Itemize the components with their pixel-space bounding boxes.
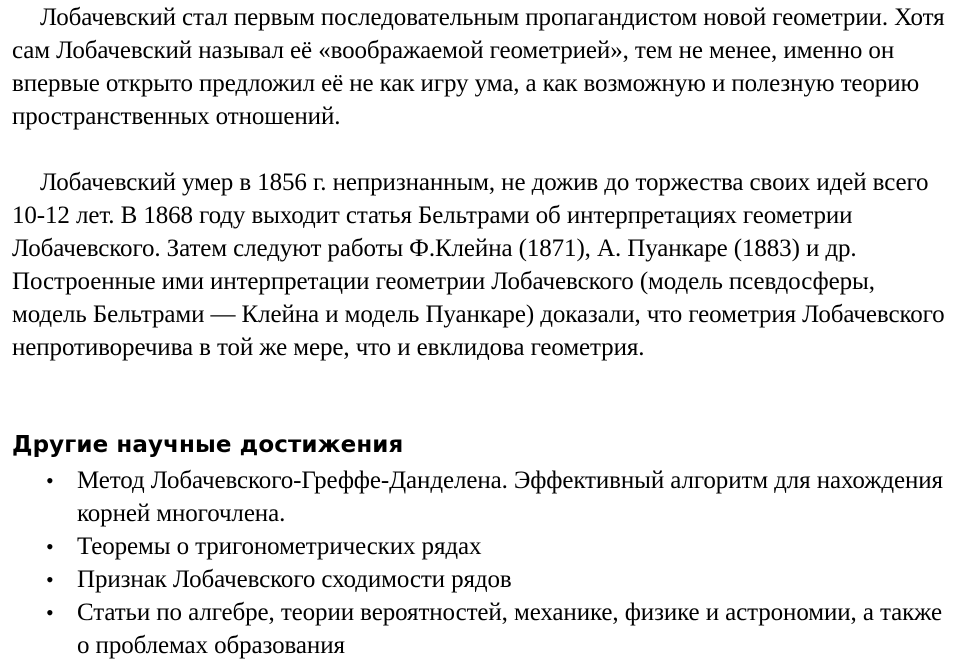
bullet-icon: •: [46, 534, 54, 559]
list-item-text: Метод Лобачевского-Греффе-Данделена. Эффективный алгоритм для нахождения корней многочлена.: [77, 467, 943, 527]
bullet-icon: •: [46, 567, 54, 592]
list-item-text: Статьи по алгебре, теории вероятностей, механике, физике и астрономии, а также о проблемах образования: [77, 599, 942, 659]
bullet-icon: •: [46, 468, 54, 493]
achievements-list: [12, 464, 948, 662]
list-item: [12, 563, 948, 596]
bullet-icon: •: [46, 600, 54, 625]
section-heading: Другие научные достижения: [12, 432, 404, 458]
list-item: [12, 464, 948, 530]
paragraph-propagandist: Лобачевский стал первым последовательным пропагандистом новой геометрии. Хотя сам Лобачевский называл её «воображаемой геометрией», тем не менее, именно он впервые открыто предложил её не как игру ума, а как возможную и полезную теорию пространственных отношений.: [12, 4, 945, 130]
list-item-text: Теоремы о тригонометрических рядах: [77, 533, 482, 560]
list-item: [12, 530, 948, 563]
list-item: [12, 596, 948, 662]
list-item-text: Признак Лобачевского сходимости рядов: [77, 566, 512, 593]
paragraph-death-and-recognition: Лобачевский умер в 1856 г. непризнанным, не дожив до торжества своих идей всего 10-12 лет. В 1868 году выходит статья Бельтрами об интерпретациях геометрии Лобачевского. Затем следуют работы Ф.Клейна (1871), А. Пуанкаре (1883) и др. Построенные ими интерпретации геометрии Лобачевского (модель псевдосферы, модель Бельтрами — Клейна и модель Пуанкаре) доказали, что геометрия Лобачевского непротиворечива в той же мере, что и евклидова геометрия.: [12, 169, 945, 361]
